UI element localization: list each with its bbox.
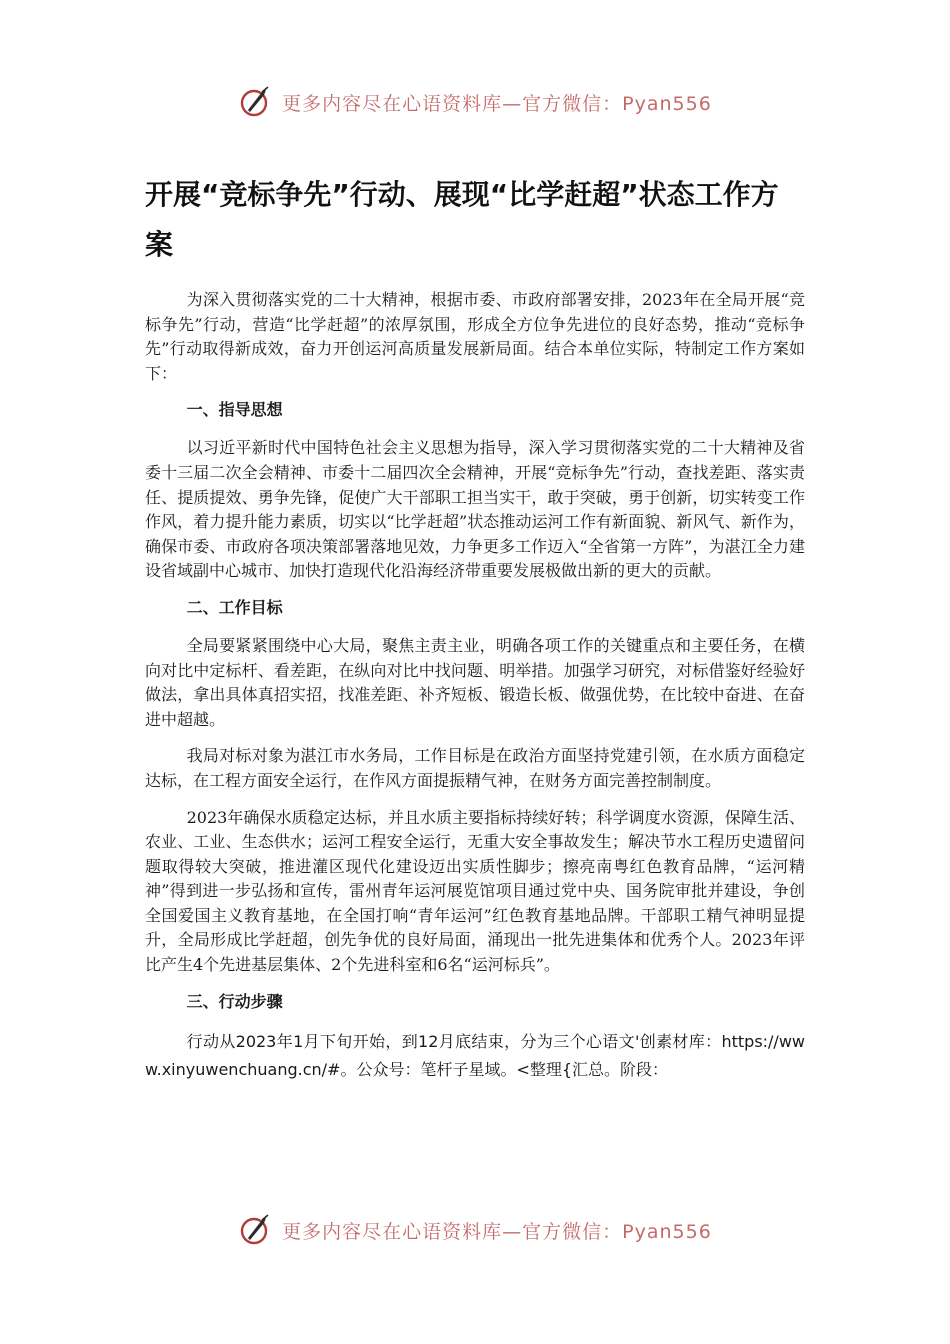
document-title: 开展“竞标争先”行动、展现“比学赶超”状态工作方案 [145, 178, 779, 261]
section-heading-3: 三、行动步骤 [186, 991, 283, 1011]
footer-banner [0, 1208, 950, 1252]
quill-pen-circle-logo-icon [238, 84, 274, 120]
paragraph-goals-3: 2023年确保水质稳定达标，并且水质主要指标持续好转；科学调度水资源，保障生活、农业、工业、生态供水；运河工程安全运行，无重大安全事故发生；解决节水工程历史遗留问题取得较大突破，推进灌区现代化建设迈出实质性脚步；擦亮南粤红色教育品牌，“运河精神”得到进一步弘扬和宣传，雷州青年运河展览馆项目通过党中央、国务院审批并建设，争创全国爱国主义教育基地，在全国打响“青年运河”红色教育基地品牌。干部职工精气神明显提升，全局形成比学赶超，创先争优的良好局面，涌现出一批先进集体和优秀个人。2023年评比产生4个先进基层集体、2个先进科室和6名“运河标兵”。 [145, 807, 805, 975]
banner-text: 更多内容尽在心语资料库—官方微信：Pyan556 [282, 92, 712, 115]
banner-text: 更多内容尽在心语资料库—官方微信：Pyan556 [282, 1220, 712, 1243]
document-body [145, 170, 805, 1096]
section-heading-1: 一、指导思想 [186, 400, 283, 420]
paragraph-guiding-ideology: 以习近平新时代中国特色社会主义思想为指导，深入学习贯彻落实党的二十大精神及省委十三届二次全会精神、市委十二届四次全会精神，开展“竞标争先”行动，查找差距、落实责任、提质提效、勇争先锋，促使广大干部职工担当实干，敢于突破，勇于创新，切实转变工作作风，着力提升能力素质，切实以“比学赶超”状态推动运河工作有新面貌、新风气、新作为，确保市委、市政府各项决策部署落地见效，力争更多工作迈入“全省第一方阵”，为湛江全力建设省域副中心城市、加快打造现代化沿海经济带重要发展极做出新的更大的贡献。 [145, 438, 805, 581]
paragraph-action-steps: 行动从2023年1月下旬开始，到12月底结束，分为三个心语文'创素材库：https://www.xinyuwenchuang.cn/#。公众号：笔杆子星域。<整理{汇总。阶段： [145, 1031, 805, 1079]
quill-pen-circle-logo-icon [238, 1212, 274, 1248]
paragraph-goals-2: 我局对标对象为湛江市水务局，工作目标是在政治方面坚持党建引领，在水质方面稳定达标，在工程方面安全运行，在作风方面提振精气神，在财务方面完善控制制度。 [145, 746, 805, 790]
header-banner [0, 80, 950, 124]
section-heading-2: 二、工作目标 [186, 597, 283, 617]
paragraph-intro: 为深入贯彻落实党的二十大精神，根据市委、市政府部署安排，2023年在全局开展“竞标争先”行动，营造“比学赶超”的浓厚氛围，形成全方位争先进位的良好态势，推动“竞标争先”行动取得新成效，奋力开创运河高质量发展新局面。结合本单位实际，特制定工作方案如下： [145, 290, 805, 383]
paragraph-goals-1: 全局要紧紧围绕中心大局，聚焦主责主业，明确各项工作的关键重点和主要任务，在横向对比中定标杆、看差距，在纵向对比中找问题、明举措。加强学习研究，对标借鉴好经验好做法，拿出具体真招实招，找准差距、补齐短板、锻造长板、做强优势，在比较中奋进、在奋进中超越。 [145, 635, 805, 729]
